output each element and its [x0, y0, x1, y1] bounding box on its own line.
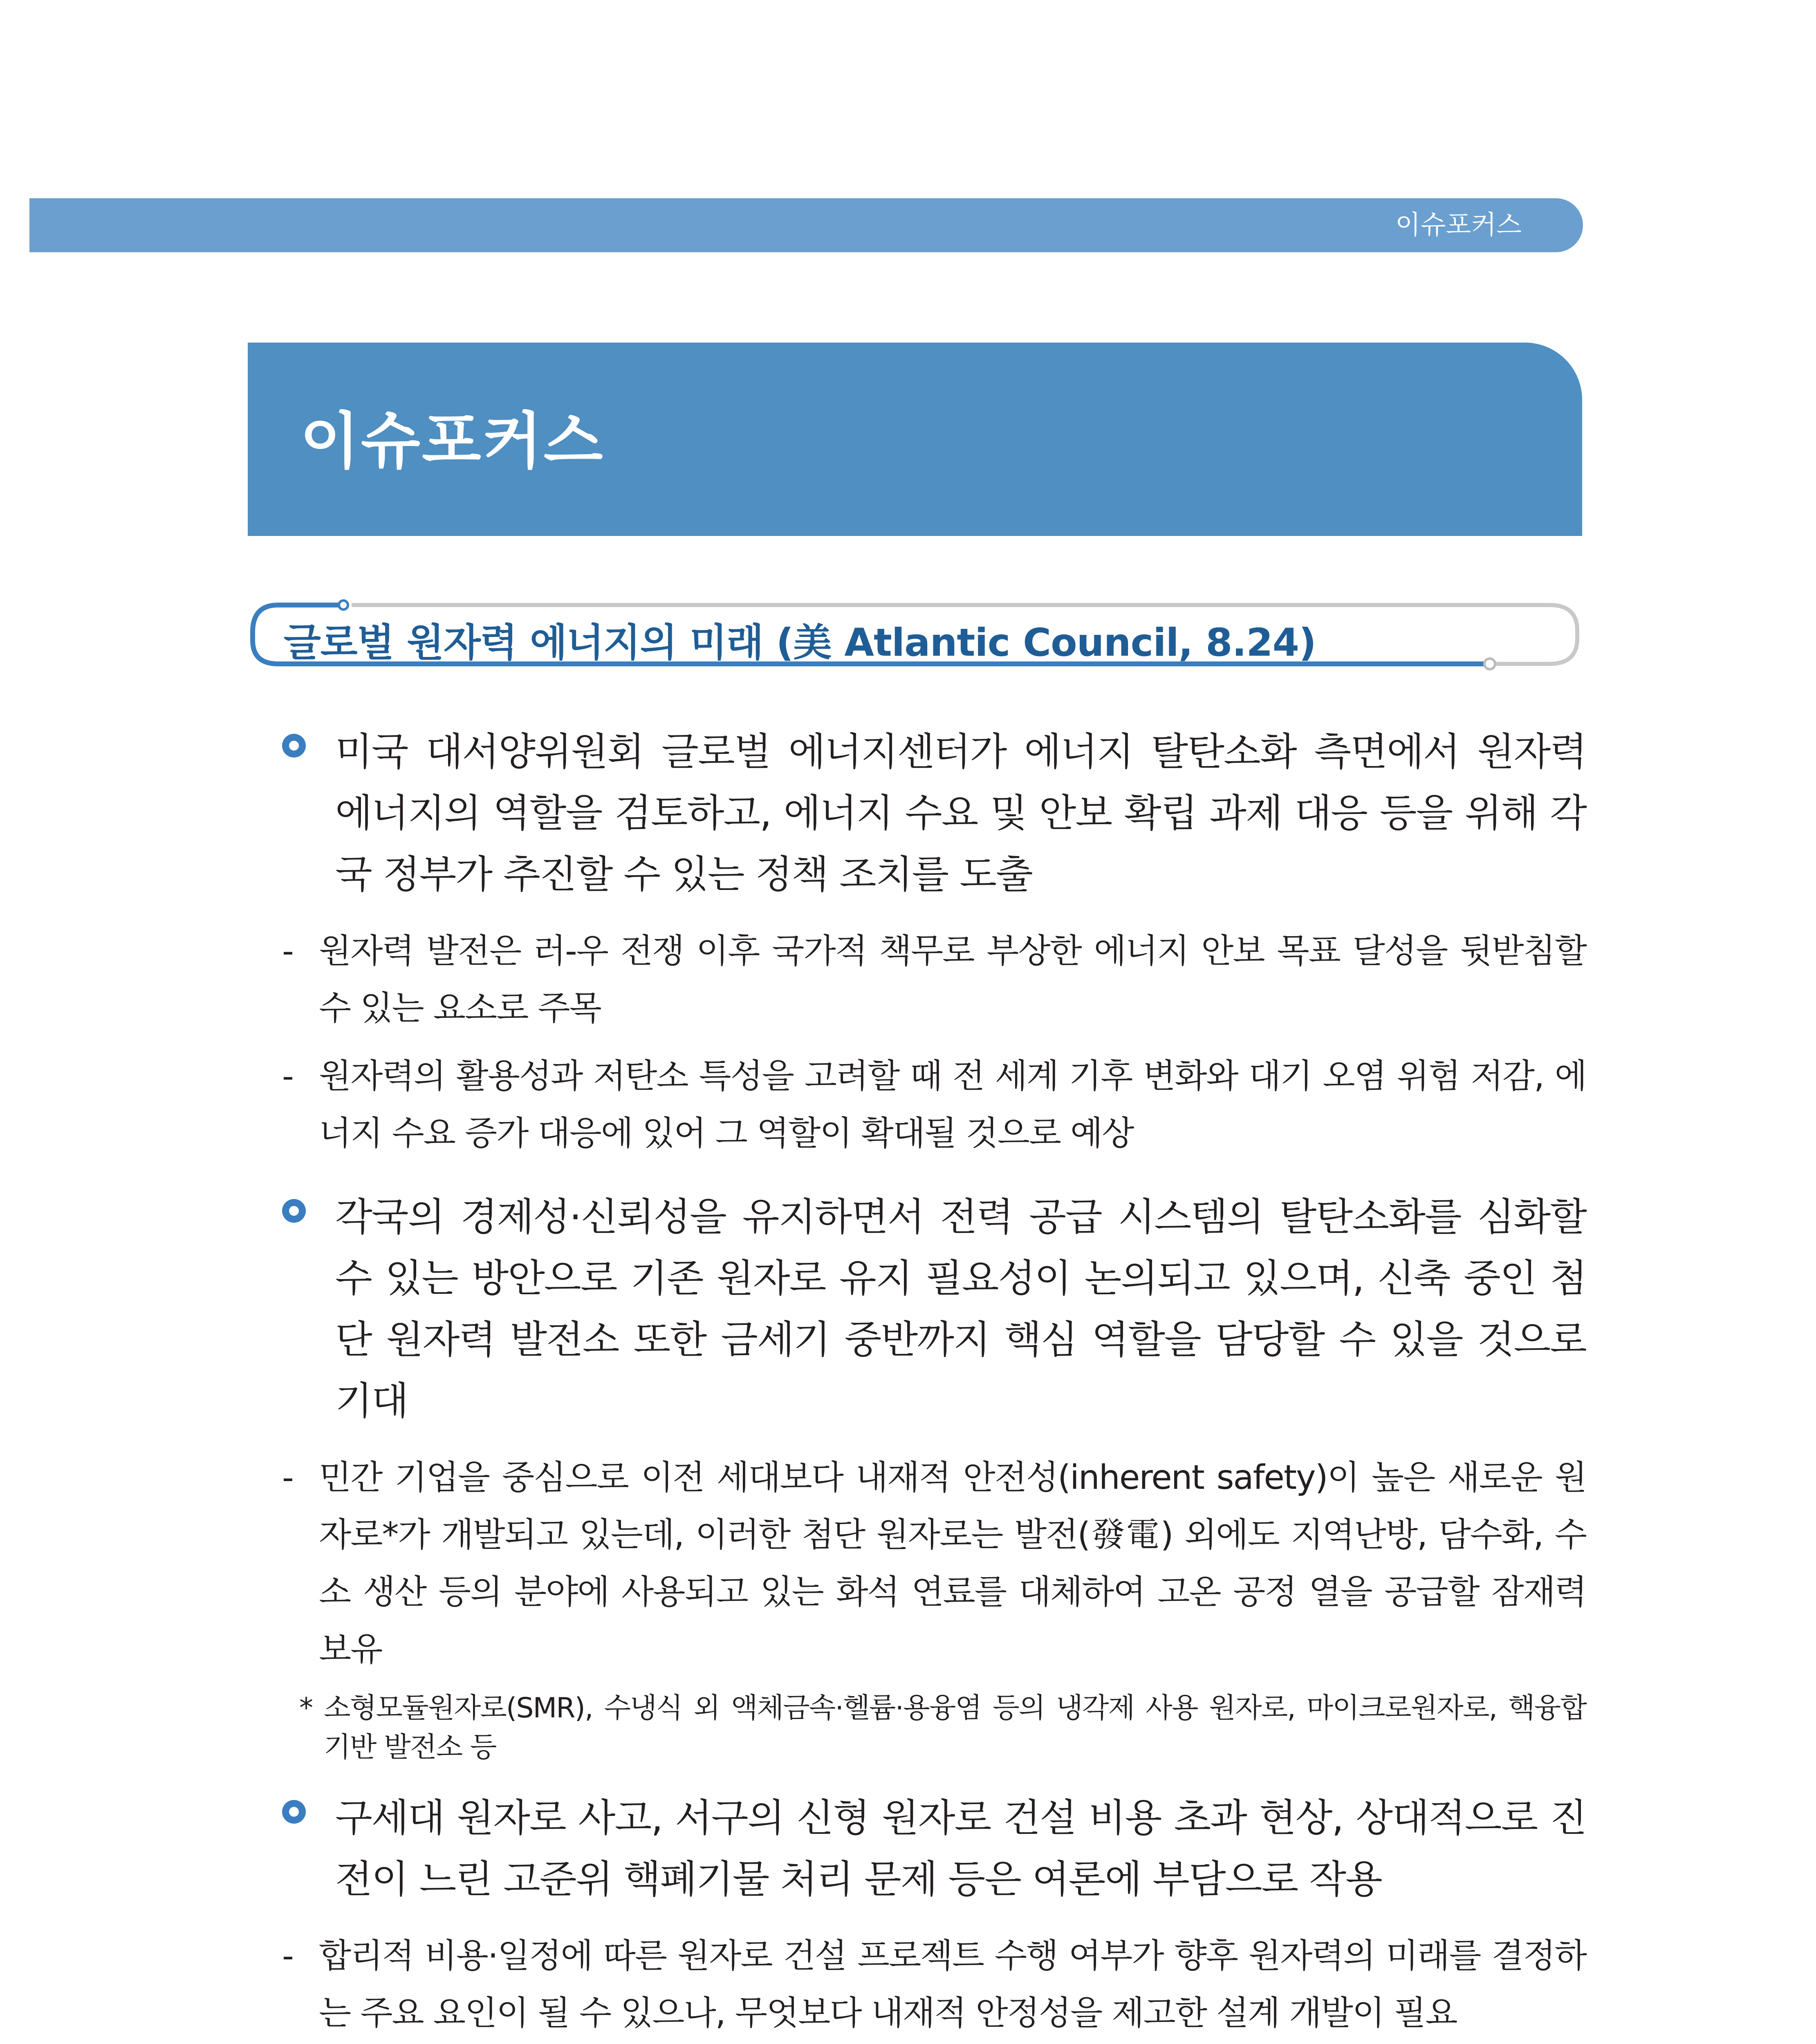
body-content [282, 722, 1586, 2044]
dash-marker: - [282, 1057, 294, 1095]
running-header-label: 이슈포커스 [1395, 210, 1522, 240]
sub-item-text: 민간 기업을 중심으로 이전 세대보다 내재적 안전성(inherent safety)이 높은 새로운 원자로*가 개발되고 있는데, 이러한 첨단 원자로는 발전(發電) 외에도 지역난방, 담수화, 수소 생산 등의 분야에 사용되고 있는 화석 연료를 대체하여 고온 공정 열을 공급할 잠재력 보유 [319, 1458, 1586, 1669]
dash-marker: - [282, 1937, 294, 1975]
dash-marker: - [282, 1459, 294, 1497]
footnote [299, 1689, 1586, 1767]
page-title: 이슈포커스 [300, 406, 605, 477]
footnote-text: 소형모듈원자로(SMR), 수냉식 외 액체금속·헬륨·용융염 등의 냉각제 사용 원자로, 마이크로원자로, 핵융합 기반 발전소 등 [324, 1692, 1586, 1764]
sub-item-text: 합리적 비용·일정에 따른 원자로 건설 프로젝트 수행 여부가 향후 원자력의 미래를 결정하는 주요 요인이 될 수 있으나, 무엇보다 내재적 안정성을 제고한 설계 개발이 필요 [319, 1936, 1586, 2033]
dash-marker: - [282, 932, 294, 970]
section-title-box [248, 343, 1582, 536]
sub-item [282, 1048, 1586, 1162]
sub-item-text: 원자력의 활용성과 저탄소 특성을 고려할 때 전 세계 기후 변화와 대기 오염 위험 저감, 에너지 수요 증가 대응에 있어 그 역할이 확대될 것으로 예상 [319, 1057, 1586, 1153]
bullet-text: 미국 대서양위원회 글로벌 에너지센터가 에너지 탈탄소화 측면에서 원자력 에너지의 역할을 검토하고, 에너지 수요 및 안보 확립 과제 대응 등을 위해 각국 정부가 추진할 수 있는 정책 조치를 도출 [335, 730, 1586, 897]
bullet-item [282, 1187, 1586, 1432]
bullet-circle-icon [282, 734, 306, 758]
sub-item-text: 원자력 발전은 러-우 전쟁 이후 국가적 책무로 부상한 에너지 안보 목표 달성을 뒷받침할 수 있는 요소로 주목 [319, 932, 1586, 1028]
bullet-item [282, 722, 1586, 905]
running-header-band [29, 198, 1583, 252]
bullet-circle-icon [282, 1199, 306, 1223]
bullet-text: 구세대 원자로 사고, 서구의 신형 원자로 건설 비용 초과 현상, 상대적으로 진전이 느린 고준위 핵폐기물 처리 문제 등은 여론에 부담으로 작용 [335, 1796, 1586, 1902]
subheading-frame [249, 599, 1581, 672]
sub-item [282, 1449, 1586, 1678]
sub-item [282, 923, 1586, 1037]
bullet-item [282, 1788, 1586, 1910]
footnote-marker: * [299, 1692, 313, 1724]
sub-item [282, 1927, 1586, 2042]
bullet-circle-icon [282, 1800, 306, 1824]
bullet-text: 각국의 경제성·신뢰성을 유지하면서 전력 공급 시스템의 탈탄소화를 심화할 수 있는 방안으로 기존 원자로 유지 필요성이 논의되고 있으며, 신축 중인 첨단 원자력 발전소 또한 금세기 중반까지 핵심 역할을 담당할 수 있을 것으로 기대 [335, 1195, 1586, 1423]
subheading-title: 글로벌 원자력 에너지의 미래 (美 Atlantic Council, 8.24) [284, 621, 1316, 665]
